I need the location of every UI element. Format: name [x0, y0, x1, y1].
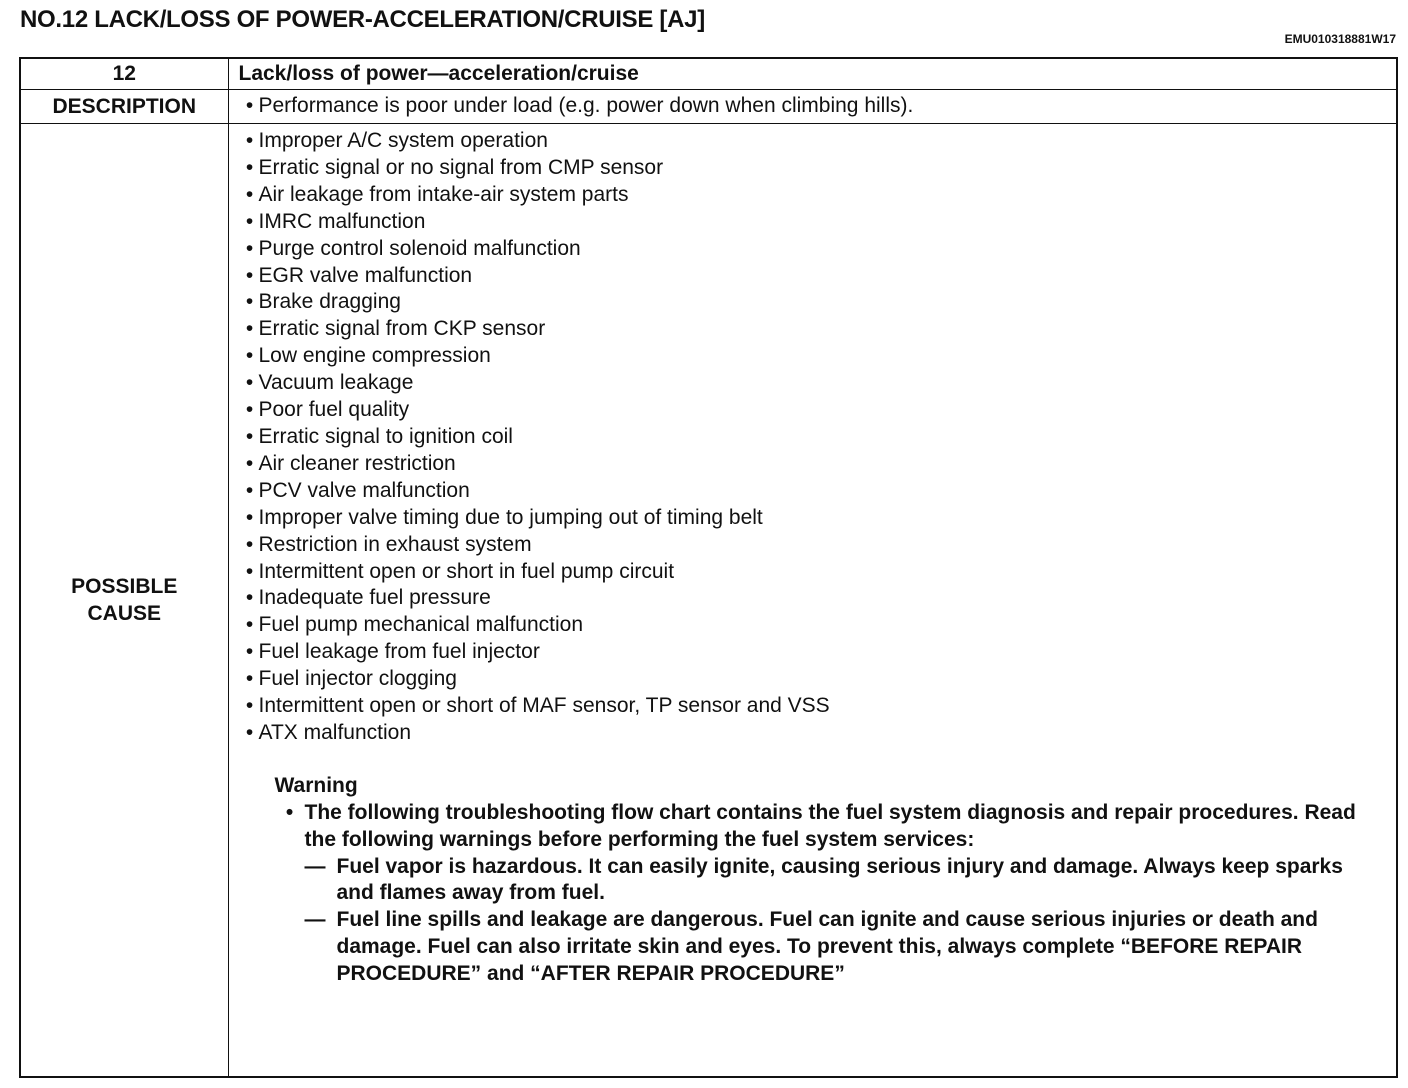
cause-text: Improper valve timing due to jumping out of timing belt	[258, 505, 763, 529]
bullet: •	[245, 532, 254, 556]
cause-text: Brake dragging	[258, 290, 401, 314]
cause-text: Inadequate fuel pressure	[258, 586, 491, 610]
warning-sub-item	[305, 907, 1397, 988]
description-label: DESCRIPTION	[20, 90, 228, 124]
document-code: EMU010318881W17	[1284, 32, 1396, 46]
cause-item	[229, 451, 1397, 478]
bullet: •	[245, 209, 254, 233]
warning-item	[275, 800, 1397, 854]
cause-item	[229, 236, 1397, 263]
possible-cause-label-line1: POSSIBLE	[71, 575, 178, 598]
cause-text: ATX malfunction	[258, 720, 412, 744]
page-title: NO.12 LACK/LOSS OF POWER-ACCELERATION/CRUISE [AJ]	[20, 6, 705, 33]
warning-sub-text: Fuel vapor is hazardous. It can easily ignite, causing serious injury and damage. Always keep sparks and flames away from fuel.	[336, 854, 1343, 905]
cause-text: Erratic signal to ignition coil	[258, 424, 513, 448]
symptom-title: Lack/loss of power—acceleration/cruise	[228, 58, 1397, 90]
cause-text: EGR valve malfunction	[258, 263, 473, 287]
cause-text: Poor fuel quality	[258, 398, 410, 422]
bullet: •	[245, 263, 254, 287]
cause-text: Erratic signal or no signal from CMP sensor	[258, 155, 664, 179]
cause-text: Purge control solenoid malfunction	[258, 236, 581, 260]
cause-text: Air leakage from intake-air system parts	[258, 182, 629, 206]
cause-item	[229, 532, 1397, 559]
cause-item	[229, 370, 1397, 397]
bullet: •	[245, 720, 254, 744]
bullet: •	[245, 344, 254, 368]
cause-text: Restriction in exhaust system	[258, 532, 532, 556]
bullet: •	[245, 182, 254, 206]
bullet: •	[245, 451, 254, 475]
bullet: •	[245, 694, 254, 718]
bullet: •	[245, 640, 254, 664]
cause-item	[229, 639, 1397, 666]
bullet: •	[245, 478, 254, 502]
cause-text: Low engine compression	[258, 344, 491, 368]
cause-item	[229, 209, 1397, 236]
bullet: •	[245, 155, 254, 179]
cause-item	[229, 505, 1397, 532]
description-row	[20, 90, 1397, 124]
cause-item	[229, 263, 1397, 290]
dash: —	[304, 854, 326, 878]
warning-main-text: The following troubleshooting flow chart contains the fuel system diagnosis and repair procedures. Read the following warnings before performing the fuel system services:	[304, 800, 1356, 851]
bullet: •	[245, 371, 254, 395]
description-cell	[228, 90, 1397, 124]
bullet: •	[245, 398, 254, 422]
cause-text: Intermittent open or short of MAF sensor, TP sensor and VSS	[258, 694, 830, 718]
bullet: •	[245, 586, 254, 610]
description-text: Performance is poor under load (e.g. power down when climbing hills).	[258, 94, 914, 117]
diagnosis-table	[19, 57, 1398, 1078]
possible-cause-row	[20, 124, 1397, 1078]
cause-text: Fuel pump mechanical malfunction	[258, 613, 583, 637]
cause-text: IMRC malfunction	[258, 209, 426, 233]
cause-item	[229, 585, 1397, 612]
bullet: •	[245, 505, 254, 529]
cause-item	[229, 693, 1397, 720]
table-header-row	[20, 58, 1397, 90]
cause-text: Fuel leakage from fuel injector	[258, 640, 540, 664]
cause-list	[229, 124, 1397, 747]
symptom-number: 12	[20, 58, 228, 90]
cause-item	[229, 478, 1397, 505]
cause-text: Erratic signal from CKP sensor	[258, 317, 546, 341]
bullet: •	[245, 317, 254, 341]
possible-cause-label	[20, 124, 228, 1078]
cause-text: Improper A/C system operation	[258, 129, 548, 152]
cause-item	[229, 397, 1397, 424]
cause-item	[229, 666, 1397, 693]
cause-text: Air cleaner restriction	[258, 451, 456, 475]
description-item	[229, 93, 1397, 120]
warning-sub-item	[305, 854, 1397, 908]
cause-text: Fuel injector clogging	[258, 667, 457, 691]
cause-item	[229, 612, 1397, 639]
cause-item	[229, 155, 1397, 182]
bullet: •	[245, 613, 254, 637]
cause-text: Intermittent open or short in fuel pump circuit	[258, 559, 675, 583]
bullet: •	[245, 559, 254, 583]
cause-item	[229, 424, 1397, 451]
warning-heading: Warning	[274, 773, 358, 797]
cause-item	[229, 182, 1397, 209]
bullet: •	[245, 667, 254, 691]
bullet: •	[245, 424, 254, 448]
cause-text: PCV valve malfunction	[258, 478, 470, 502]
bullet: •	[245, 94, 254, 117]
cause-item	[229, 559, 1397, 586]
possible-cause-cell	[228, 124, 1397, 1078]
cause-text: Vacuum leakage	[258, 371, 414, 395]
cause-item	[229, 128, 1397, 155]
dash: —	[304, 908, 326, 932]
bullet: •	[245, 236, 254, 260]
cause-item	[229, 720, 1397, 747]
warning-sub-text: Fuel line spills and leakage are dangerous. Fuel can ignite and cause serious injuries or death and damage. Fuel can also irritate skin and eyes. To prevent this, always complete “BEFORE REPAIR PROCEDURE” and “AFTER REPAIR PROCEDURE”	[336, 908, 1318, 986]
possible-cause-label-line2: CAUSE	[87, 602, 161, 625]
cause-item	[229, 343, 1397, 370]
bullet: •	[245, 129, 254, 152]
warning-block	[229, 773, 1397, 988]
cause-item	[229, 316, 1397, 343]
bullet: •	[245, 290, 254, 314]
cause-item	[229, 289, 1397, 316]
bullet: •	[285, 800, 294, 824]
